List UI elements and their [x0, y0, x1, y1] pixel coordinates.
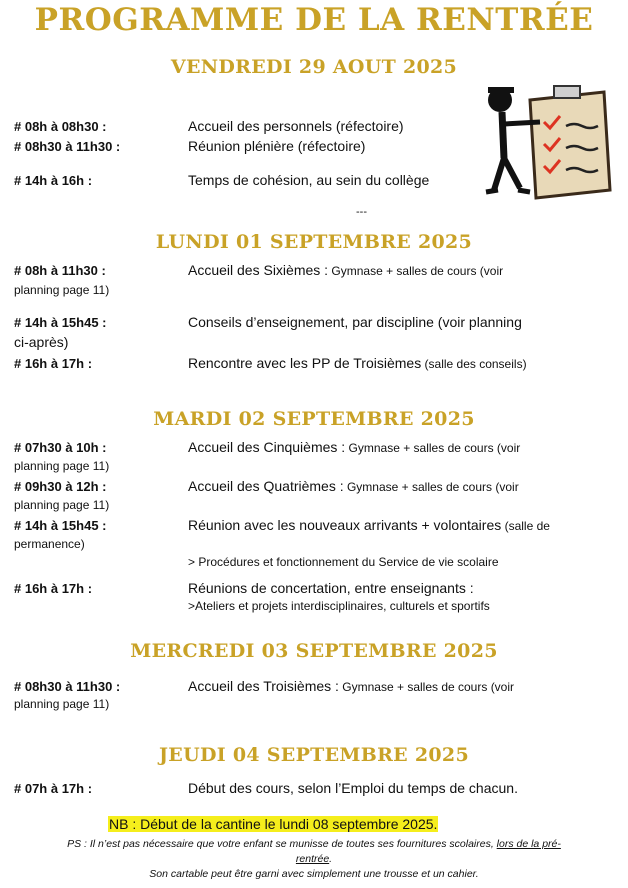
event-description: Accueil des personnels (réfectoire) [188, 118, 404, 134]
time-slot: # 08h30 à 11h30 : [14, 139, 121, 154]
event-description: Réunion plénière (réfectoire) [188, 138, 366, 154]
event-detail: Gymnase + salles de cours (voir [338, 680, 515, 694]
event-title: Accueil des Troisièmes : [188, 678, 339, 694]
day-heading-tuesday: MARDI 02 SEPTEMBRE 2025 [153, 408, 475, 430]
event-description: Réunions de concertation, entre enseignants : [188, 580, 474, 596]
page-title: PROGRAMME DE LA RENTRÉE [34, 2, 594, 38]
ps-underlined-text: rentrée [295, 853, 330, 865]
ps-text: PS : Il n’est pas nécessaire que votre enfant se munisse de toutes ses fournitures scolaires, [67, 838, 497, 850]
time-slot: # 16h à 17h : [14, 581, 93, 596]
event-description: Conseils d’enseignement, par discipline (voir planning [188, 314, 522, 330]
event-continuation: planning page 11) [14, 697, 110, 711]
time-slot: # 07h30 à 10h : [14, 440, 107, 455]
event-title: Réunion avec les nouveaux arrivants + volontaires [188, 517, 502, 533]
day-heading-monday: LUNDI 01 SEPTEMBRE 2025 [155, 231, 473, 253]
ps-note-line-3: Son cartable peut être garni avec simplement une trousse et un cahier. [149, 868, 479, 880]
event-detail: Gymnase + salles de cours (voir [328, 264, 504, 278]
event-note: >Ateliers et projets interdisciplinaires, culturels et sportifs [188, 599, 490, 613]
ps-note-line-2 [0, 853, 628, 865]
event-description [188, 439, 520, 455]
event-detail: (salle de [501, 519, 550, 533]
time-slot: # 14h à 16h : [14, 173, 93, 188]
time-slot: # 09h30 à 12h : [14, 479, 107, 494]
ps-note-line-1 [0, 838, 628, 850]
separator: --- [356, 206, 367, 218]
time-slot: # 08h30 à 11h30 : [14, 679, 121, 694]
event-description [188, 355, 527, 371]
event-description [188, 262, 503, 278]
event-continuation: planning page 11) [14, 283, 110, 297]
ps-underlined-text: lors de la pré- [496, 838, 561, 850]
event-description [188, 517, 550, 533]
stick-figure-with-checklist-icon [482, 82, 612, 204]
time-slot: # 14h à 15h45 : [14, 315, 107, 330]
event-description [188, 678, 514, 694]
event-title: Accueil des Cinquièmes : [188, 439, 346, 455]
event-continuation: permanence) [14, 537, 85, 551]
time-slot: # 08h à 11h30 : [14, 263, 106, 278]
time-slot: # 14h à 15h45 : [14, 518, 107, 533]
time-slot: # 16h à 17h : [14, 356, 93, 371]
cantine-note: NB : Début de la cantine le lundi 08 septembre 2025. [109, 816, 438, 832]
event-description [188, 478, 519, 494]
event-description: Début des cours, selon l’Emploi du temps de chacun. [188, 780, 518, 796]
day-heading-thursday: JEUDI 04 SEPTEMBRE 2025 [159, 744, 469, 766]
ps-text: . [329, 853, 333, 865]
event-description: Temps de cohésion, au sein du collège [188, 172, 430, 188]
event-title: Accueil des Quatrièmes : [188, 478, 344, 494]
time-slot: # 07h à 17h : [14, 781, 93, 796]
event-title: Rencontre avec les PP de Troisièmes [188, 355, 422, 371]
event-detail: Gymnase + salles de cours (voir [343, 480, 519, 494]
day-heading-friday: VENDREDI 29 AOUT 2025 [170, 56, 458, 78]
event-note: > Procédures et fonctionnement du Service de vie scolaire [188, 555, 499, 569]
event-continuation: ci-après) [14, 334, 69, 350]
time-slot: # 08h à 08h30 : [14, 119, 107, 134]
event-detail: (salle des conseils) [421, 357, 527, 371]
event-continuation: planning page 11) [14, 459, 110, 473]
event-title: Accueil des Sixièmes : [188, 262, 329, 278]
event-continuation: planning page 11) [14, 498, 110, 512]
day-heading-wednesday: MERCREDI 03 SEPTEMBRE 2025 [130, 640, 498, 662]
event-detail: Gymnase + salles de cours (voir [345, 441, 521, 455]
